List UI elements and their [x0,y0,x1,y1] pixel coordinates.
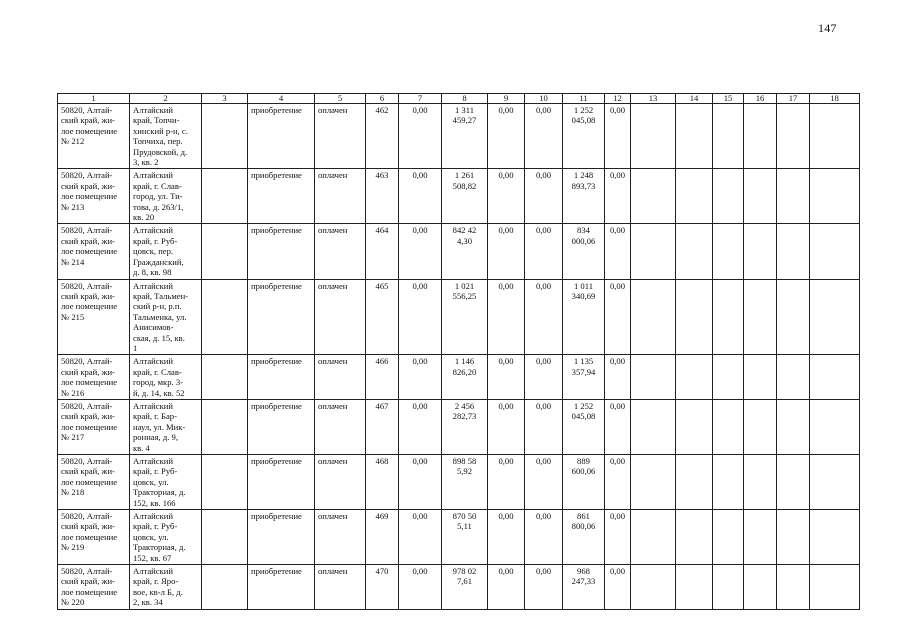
table-cell-col-13 [631,455,676,510]
table-cell-col-7: 0,00 [399,455,442,510]
table-cell-col-12: 0,00 [605,104,631,169]
table-row [58,399,860,454]
table-row [58,565,860,610]
table-cell-col-7: 0,00 [399,355,442,400]
table-cell-col-6: 463 [366,169,399,224]
table-cell-col-4: приобретение [248,104,315,169]
table-cell-col-12: 0,00 [605,355,631,400]
column-header-12: 12 [605,94,631,104]
table-cell-col-11: 1 252 045,08 [563,104,605,169]
table-cell-col-9: 0,00 [488,399,525,454]
table-cell-col-4: приобретение [248,355,315,400]
table-cell-col-5: оплачен [315,355,366,400]
table-cell-col-12: 0,00 [605,279,631,355]
table-cell-col-12: 0,00 [605,455,631,510]
table-cell-col-9: 0,00 [488,169,525,224]
table-cell-col-8: 1 146 826,20 [442,355,488,400]
table-cell-col-8: 898 58 5,92 [442,455,488,510]
column-header-8: 8 [442,94,488,104]
table-cell-col-8: 2 456 282,73 [442,399,488,454]
table-cell-col-14 [676,565,713,610]
table-cell-col-6: 468 [366,455,399,510]
table-cell-col-2: Алтайский край, г. Слав- город, ул. Ти- това, д. 263/1, кв. 20 [130,169,202,224]
table-cell-col-12: 0,00 [605,224,631,279]
table-cell-col-2: Алтайский край, г. Яро- вое, кв-л Б, д. 2, кв. 34 [130,565,202,610]
table-cell-col-14 [676,399,713,454]
table-cell-col-11: 834 000,06 [563,224,605,279]
table-cell-col-17 [777,510,810,565]
column-header-6: 6 [366,94,399,104]
table-cell-col-8: 1 021 556,25 [442,279,488,355]
table-cell-col-18 [810,455,860,510]
table-cell-col-4: приобретение [248,510,315,565]
table-cell-col-15 [713,104,744,169]
table-cell-col-3 [202,279,248,355]
table-cell-col-16 [744,355,777,400]
table-cell-col-6: 462 [366,104,399,169]
table-row [58,169,860,224]
table-row [58,355,860,400]
table-cell-col-4: приобретение [248,169,315,224]
table-cell-col-7: 0,00 [399,169,442,224]
table-cell-col-3 [202,104,248,169]
table-cell-col-17 [777,565,810,610]
table-cell-col-18 [810,169,860,224]
table-cell-col-9: 0,00 [488,355,525,400]
table-cell-col-14 [676,279,713,355]
table-cell-col-2: Алтайский край, г. Руб- цовск, пер. Гражданский, д. 8, кв. 98 [130,224,202,279]
table-cell-col-10: 0,00 [525,455,563,510]
table-cell-col-2: Алтайский край, г. Руб- цовск, ул. Тракторная, д. 152, кв. 67 [130,510,202,565]
table-cell-col-5: оплачен [315,399,366,454]
table-cell-col-11: 1 248 893,73 [563,169,605,224]
table-cell-col-16 [744,399,777,454]
column-header-2: 2 [130,94,202,104]
table-cell-col-10: 0,00 [525,399,563,454]
table-cell-col-2: Алтайский край, Топчи- хинский р-н, с. Топчиха, пер. Прудовской, д. 3, кв. 2 [130,104,202,169]
table-row [58,455,860,510]
table-cell-col-14 [676,355,713,400]
table-cell-col-3 [202,224,248,279]
table-cell-col-10: 0,00 [525,355,563,400]
table-cell-col-16 [744,510,777,565]
table-cell-col-6: 464 [366,224,399,279]
table-cell-col-11: 889 600,06 [563,455,605,510]
table-cell-col-1: 50820, Алтай- ский край, жи- лое помещение № 218 [58,455,130,510]
table-cell-col-18 [810,399,860,454]
table-cell-col-7: 0,00 [399,510,442,565]
table-row [58,104,860,169]
table-cell-col-18 [810,565,860,610]
table-cell-col-14 [676,169,713,224]
table-cell-col-8: 978 02 7,61 [442,565,488,610]
table-cell-col-17 [777,399,810,454]
table-row [58,224,860,279]
table-cell-col-10: 0,00 [525,169,563,224]
table-cell-col-17 [777,104,810,169]
table-cell-col-10: 0,00 [525,565,563,610]
table-cell-col-6: 466 [366,355,399,400]
table-cell-col-18 [810,510,860,565]
table-cell-col-9: 0,00 [488,455,525,510]
table-cell-col-15 [713,224,744,279]
column-header-10: 10 [525,94,563,104]
table-cell-col-6: 465 [366,279,399,355]
table-row [58,279,860,355]
table-cell-col-3 [202,455,248,510]
table-cell-col-9: 0,00 [488,104,525,169]
table-cell-col-1: 50820, Алтай- ский край, жи- лое помещение № 215 [58,279,130,355]
table-cell-col-13 [631,399,676,454]
table-cell-col-17 [777,224,810,279]
table-cell-col-16 [744,565,777,610]
table-cell-col-9: 0,00 [488,510,525,565]
table-cell-col-1: 50820, Алтай- ский край, жи- лое помещение № 216 [58,355,130,400]
table-cell-col-3 [202,565,248,610]
column-header-15: 15 [713,94,744,104]
table-cell-col-2: Алтайский край, Тальмен- ский р-н, р.п. Тальменка, ул. Анисимов- ская, д. 15, кв. 1 [130,279,202,355]
table-cell-col-15 [713,355,744,400]
table-cell-col-10: 0,00 [525,510,563,565]
table-cell-col-10: 0,00 [525,224,563,279]
table-cell-col-15 [713,565,744,610]
column-header-11: 11 [563,94,605,104]
table-cell-col-7: 0,00 [399,224,442,279]
table-cell-col-1: 50820, Алтай- ский край, жи- лое помещение № 220 [58,565,130,610]
table-cell-col-13 [631,279,676,355]
table-cell-col-5: оплачен [315,279,366,355]
table-cell-col-16 [744,224,777,279]
table-cell-col-4: приобретение [248,455,315,510]
table-cell-col-12: 0,00 [605,399,631,454]
table-cell-col-13 [631,510,676,565]
column-header-5: 5 [315,94,366,104]
table-cell-col-7: 0,00 [399,104,442,169]
table-cell-col-11: 861 800,06 [563,510,605,565]
table-cell-col-18 [810,224,860,279]
table-body [58,104,860,610]
table-cell-col-13 [631,355,676,400]
table-cell-col-2: Алтайский край, г. Слав- город, мкр. 3- й, д. 14, кв. 52 [130,355,202,400]
table-cell-col-1: 50820, Алтай- ский край, жи- лое помещение № 219 [58,510,130,565]
column-header-3: 3 [202,94,248,104]
column-header-14: 14 [676,94,713,104]
table-cell-col-2: Алтайский край, г. Бар- наул, ул. Мик- ронная, д. 9, кв. 4 [130,399,202,454]
table-cell-col-7: 0,00 [399,279,442,355]
page-number: 147 [818,21,837,35]
table-cell-col-14 [676,510,713,565]
table-cell-col-15 [713,455,744,510]
register-table [57,93,860,610]
table-cell-col-6: 467 [366,399,399,454]
table-cell-col-7: 0,00 [399,399,442,454]
table-cell-col-8: 870 50 5,11 [442,510,488,565]
table-cell-col-4: приобретение [248,279,315,355]
column-header-13: 13 [631,94,676,104]
table-cell-col-1: 50820, Алтай- ский край, жи- лое помещение № 213 [58,169,130,224]
table-cell-col-13 [631,224,676,279]
column-header-16: 16 [744,94,777,104]
table-cell-col-10: 0,00 [525,104,563,169]
table-cell-col-5: оплачен [315,224,366,279]
table-cell-col-5: оплачен [315,104,366,169]
table-cell-col-16 [744,104,777,169]
table-cell-col-11: 1 135 357,94 [563,355,605,400]
table-cell-col-14 [676,455,713,510]
table-cell-col-15 [713,399,744,454]
table-cell-col-15 [713,279,744,355]
column-header-9: 9 [488,94,525,104]
table-cell-col-8: 1 261 508,82 [442,169,488,224]
header-row [58,94,860,104]
table-cell-col-18 [810,279,860,355]
table-cell-col-9: 0,00 [488,565,525,610]
table-cell-col-13 [631,169,676,224]
table-cell-col-1: 50820, Алтай- ский край, жи- лое помещение № 214 [58,224,130,279]
table-cell-col-8: 842 42 4,30 [442,224,488,279]
table-cell-col-15 [713,169,744,224]
table-cell-col-14 [676,104,713,169]
table-cell-col-1: 50820, Алтай- ский край, жи- лое помещение № 212 [58,104,130,169]
table-cell-col-13 [631,104,676,169]
table-cell-col-18 [810,355,860,400]
table-cell-col-16 [744,279,777,355]
table-cell-col-4: приобретение [248,399,315,454]
table-cell-col-5: оплачен [315,169,366,224]
table-cell-col-2: Алтайский край, г. Руб- цовск, ул. Тракторная, д. 152, кв. 166 [130,455,202,510]
table-cell-col-12: 0,00 [605,565,631,610]
table-cell-col-8: 1 311 459,27 [442,104,488,169]
table-cell-col-15 [713,510,744,565]
table-cell-col-12: 0,00 [605,510,631,565]
table-cell-col-17 [777,455,810,510]
table-cell-col-18 [810,104,860,169]
column-header-18: 18 [810,94,860,104]
table-cell-col-6: 469 [366,510,399,565]
table-cell-col-1: 50820, Алтай- ский край, жи- лое помещение № 217 [58,399,130,454]
table-row [58,510,860,565]
column-header-7: 7 [399,94,442,104]
table-cell-col-14 [676,224,713,279]
table-cell-col-3 [202,169,248,224]
table-cell-col-3 [202,510,248,565]
column-header-1: 1 [58,94,130,104]
column-header-4: 4 [248,94,315,104]
table-cell-col-13 [631,565,676,610]
table-cell-col-12: 0,00 [605,169,631,224]
table-cell-col-9: 0,00 [488,279,525,355]
table-cell-col-4: приобретение [248,224,315,279]
table-cell-col-7: 0,00 [399,565,442,610]
table-cell-col-11: 1 252 045,08 [563,399,605,454]
table-cell-col-11: 968 247,33 [563,565,605,610]
table-cell-col-10: 0,00 [525,279,563,355]
table-cell-col-5: оплачен [315,565,366,610]
table-cell-col-4: приобретение [248,565,315,610]
table-cell-col-17 [777,169,810,224]
table-cell-col-5: оплачен [315,510,366,565]
table-cell-col-3 [202,399,248,454]
table-cell-col-17 [777,279,810,355]
table-cell-col-9: 0,00 [488,224,525,279]
table-cell-col-5: оплачен [315,455,366,510]
table-cell-col-6: 470 [366,565,399,610]
table-cell-col-17 [777,355,810,400]
column-header-17: 17 [777,94,810,104]
table-cell-col-11: 1 011 340,69 [563,279,605,355]
table-cell-col-16 [744,455,777,510]
table-cell-col-3 [202,355,248,400]
table-cell-col-16 [744,169,777,224]
